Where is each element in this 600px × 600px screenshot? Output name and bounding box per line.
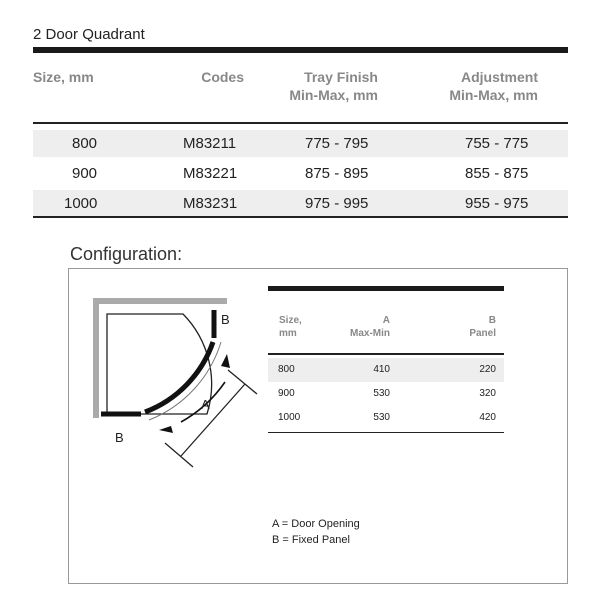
shower-quadrant-diagram	[85, 290, 265, 480]
cell-size: 900	[72, 165, 98, 182]
legend-fixed-panel: B = Fixed Panel	[272, 534, 350, 546]
config-cell-b: 220	[479, 364, 496, 375]
table-row	[268, 358, 504, 382]
arrowhead-left	[159, 426, 173, 433]
header-tray-finish	[250, 68, 378, 104]
table-top-bar	[33, 47, 568, 53]
label-a: A	[201, 397, 210, 412]
config-table-bottom-line	[268, 432, 504, 433]
config-table-top-bar	[268, 286, 504, 291]
tray-outline	[107, 314, 212, 414]
config-cell-a: 530	[373, 388, 390, 399]
table-row	[33, 160, 568, 187]
config-header-size	[279, 314, 302, 340]
header-adj-line2: Min-Max, mm	[449, 87, 538, 103]
header-adjustment	[410, 68, 538, 104]
config-cell-a: 530	[373, 412, 390, 423]
header-codes: Codes	[201, 69, 244, 85]
config-header-b-line1: B	[488, 315, 496, 326]
header-adj-line1: Adjustment	[461, 69, 538, 85]
header-tray-line2: Min-Max, mm	[289, 87, 378, 103]
label-b-bottom: B	[115, 430, 124, 445]
config-cell-size: 800	[278, 364, 295, 375]
cell-code: M83231	[183, 195, 238, 212]
cell-tray: 875 - 895	[305, 165, 369, 182]
config-header-size-line2: mm	[279, 328, 297, 339]
table-row	[268, 406, 504, 430]
label-b-side: B	[221, 312, 230, 327]
cell-tray: 975 - 995	[305, 195, 369, 212]
header-size: Size, mm	[33, 69, 94, 85]
cell-code: M83221	[183, 165, 238, 182]
legend-door-opening: A = Door Opening	[272, 518, 360, 530]
arrowhead-up	[221, 354, 230, 368]
table-row	[268, 382, 504, 406]
table-bottom-line	[33, 216, 568, 218]
config-table-header-divider	[268, 353, 504, 355]
config-cell-a: 410	[373, 364, 390, 375]
dim-tick-top	[228, 370, 257, 394]
config-cell-b: 320	[479, 388, 496, 399]
cell-code: M83211	[183, 135, 237, 152]
config-header-a	[330, 314, 390, 340]
config-cell-size: 1000	[278, 412, 301, 423]
header-tray-line1: Tray Finish	[304, 69, 378, 85]
page-title: 2 Door Quadrant	[33, 26, 145, 43]
cell-tray: 775 - 795	[305, 135, 369, 152]
config-header-a-line1: A	[382, 315, 390, 326]
config-header-b-line2: Panel	[469, 328, 496, 339]
config-header-size-line1: Size,	[279, 315, 302, 326]
cell-adjust: 855 - 875	[465, 165, 529, 182]
table-row	[33, 190, 568, 217]
config-header-b	[440, 314, 496, 340]
cell-size: 1000	[64, 195, 98, 212]
cell-size: 800	[72, 135, 98, 152]
dim-line-a	[181, 384, 245, 456]
cell-adjust: 955 - 975	[465, 195, 529, 212]
config-cell-size: 900	[278, 388, 295, 399]
cell-adjust: 755 - 775	[465, 135, 529, 152]
table-header-divider	[33, 122, 568, 124]
configuration-title: Configuration:	[70, 244, 183, 264]
table-row	[33, 130, 568, 157]
config-header-a-line2: Max-Min	[350, 328, 390, 339]
config-cell-b: 420	[479, 412, 496, 423]
